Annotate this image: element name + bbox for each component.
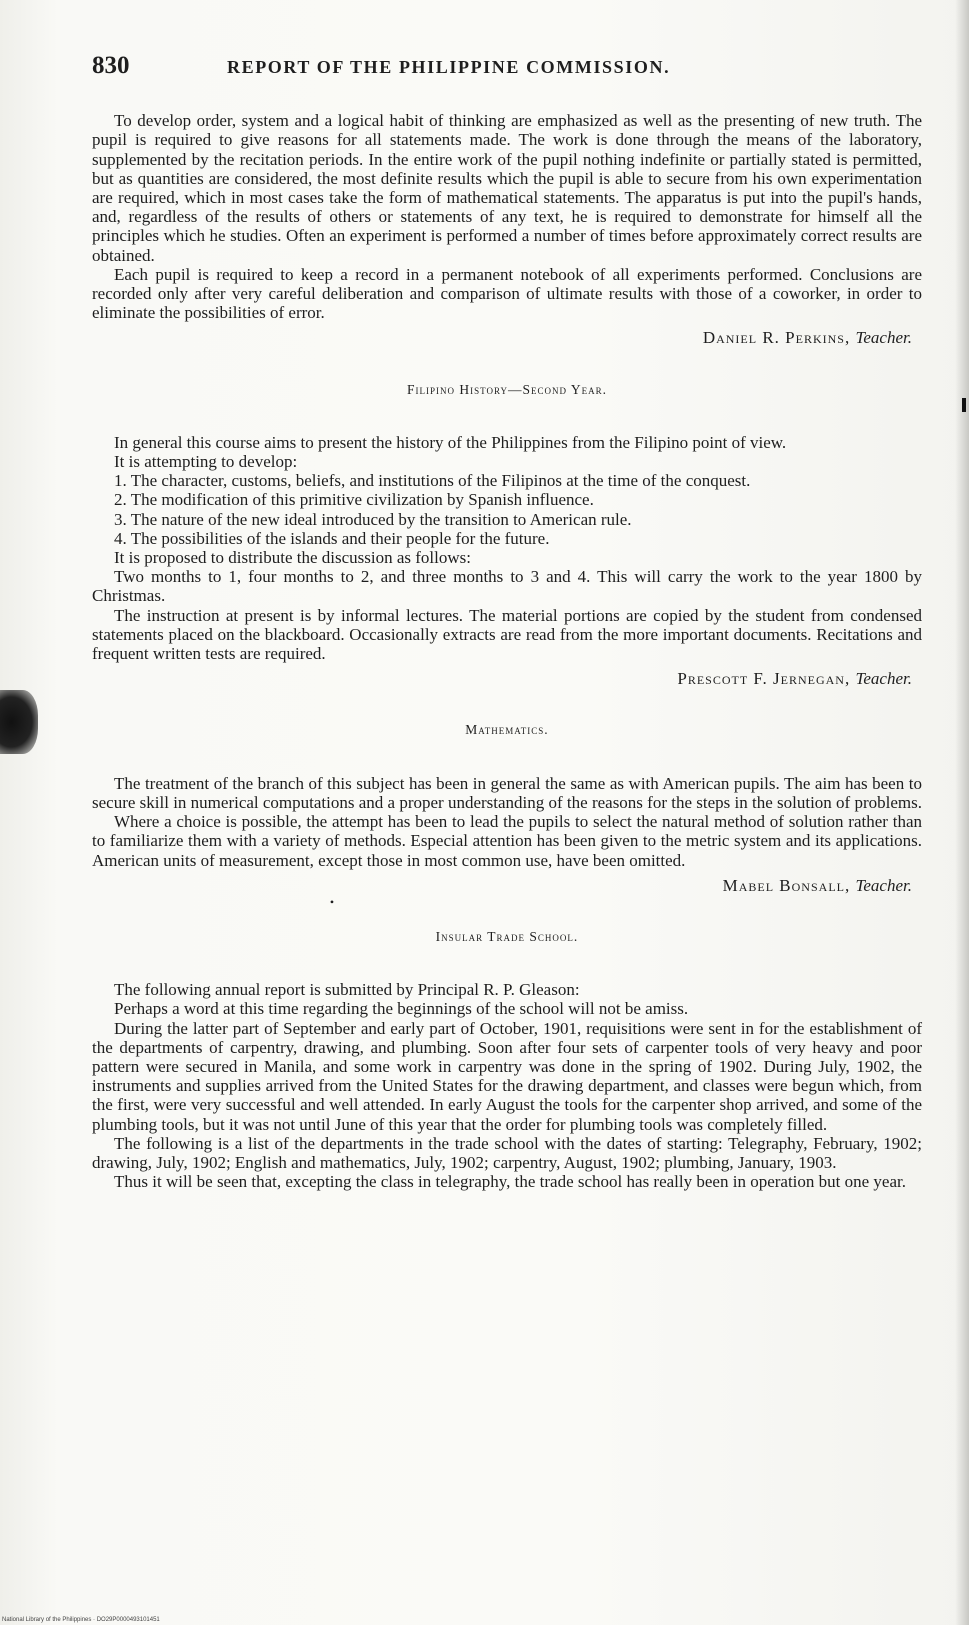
paragraph: The instruction at present is by informal lectures. The material portions are copied by the student from condensed statements placed on the blackboard. Occasionally extracts are read from the more important documents. Recitations and frequent written tests are required. — [92, 605, 922, 664]
page-number: 830 — [92, 52, 130, 79]
paragraph: The treatment of the branch of this subject has been in general the same as with American pupils. The aim has been to secure skill in numerical computations and a proper understanding of the reasons for the steps in the solution of problems. — [92, 773, 922, 812]
paragraph: Perhaps a word at this time regarding the beginnings of the school will not be amiss. — [114, 999, 689, 1019]
paragraph: It is attempting to develop: — [114, 452, 298, 472]
ink-blot — [0, 690, 38, 754]
page-edge-shadow — [955, 0, 969, 1625]
running-title: REPORT OF THE PHILIPPINE COMMISSION. — [227, 57, 671, 77]
signature-bonsall — [92, 876, 922, 895]
list-item: 2. The modification of this primitive civilization by Spanish influence. — [114, 490, 594, 510]
page-header — [92, 52, 922, 79]
section-title-trade-school: Insular Trade School. — [435, 928, 579, 944]
section-title-mathematics: Mathematics. — [465, 722, 549, 738]
paragraph: In general this course aims to present the history of the Philippines from the Filipino point of view. — [114, 432, 787, 452]
list-item: 3. The nature of the new ideal introduced by the transition to American rule. — [114, 509, 632, 529]
list-item: 1. The character, customs, beliefs, and institutions of the Filipinos at the time of the conquest. — [114, 471, 751, 491]
paragraph: During the latter part of September and early part of October, 1901, requisitions were sent in for the establishment of the departments of carpentry, drawing, and plumbing. Soon after four sets of carpenter tools of very heavy and poor pattern were secured in Manila, and some work in carpentry was done in the spring of 1902. During July, 1902, the instruments and supplies arrived from the United States for the drawing department, and classes were begun which, from the first, were very successful and well attended. In early August the tools for the carpenter shop arrived, and some of the plumbing tools, but it was not until June of this year that the order for plumbing tools was completely filled. — [92, 1018, 922, 1134]
paragraph: The following is a list of the departments in the trade school with the dates of starting: Telegraphy, February, 1902; drawing, July, 1902; English and mathematics, July, 1902; carpentry, August, 1902; plumbing, January, 1903. — [92, 1133, 922, 1172]
signature-role: Teacher. — [855, 875, 912, 895]
signature-perkins — [92, 328, 922, 347]
signature-name: Prescott F. Jernegan, — [677, 669, 851, 689]
paragraph: Thus it will be seen that, excepting the class in telegraphy, the trade school has really been in operation but one year. — [114, 1172, 906, 1192]
paragraph: Where a choice is possible, the attempt has been to lead the pupils to select the natural method of solution rather than to familiarize them with a variety of methods. Especial attention has been given to the metric system and its applications. American units of measurement, except those in most common use, have been omitted. — [92, 812, 922, 870]
list-item: 4. The possibilities of the islands and their people for the future. — [114, 528, 550, 548]
history-section — [92, 433, 922, 689]
section-title-history: Filipino History—Second Year. — [407, 381, 607, 397]
signature-role: Teacher. — [855, 669, 912, 689]
paragraph: Each pupil is required to keep a record in a permanent notebook of all experiments performed. Conclusions are recorded only after very careful deliberation and comparison of ultimate results with those of a coworker, in order to eliminate the possibilities of error. — [92, 264, 922, 323]
page-content — [92, 52, 922, 1192]
physics-section — [92, 111, 922, 347]
signature-role: Teacher. — [855, 328, 912, 348]
scan-footer: National Library of the Philippines · DO29P0000493101451 — [2, 1617, 160, 1623]
paragraph: The following annual report is submitted by Principal R. P. Gleason: — [114, 980, 580, 1000]
paragraph: To develop order, system and a logical habit of thinking are emphasized as well as the presenting of new truth. The pupil is required to give reasons for all statements made. The work is done through the means of the laboratory, supplemented by the recitation periods. In the entire work of the pupil nothing indefinite or partially stated is permitted, but as quantities are considered, the most definite results which the pupil is able to secure from his own experimentation are required, which in most cases take the form of mathematical statements. The apparatus is put into the pupil's hands, and, regardless of the results of others or statements of any text, he is required to demonstrate for himself all the principles which he studies. Often an experiment is performed a number of times before approximately correct results are obtained. — [92, 111, 922, 265]
mathematics-section: The treatment of the branch of this subject has been in general the same as with American pupils. The aim has been to secure skill in numerical computations and a proper understanding of the reasons for the steps in the solution of problems. Where a choice is possible, the attempt has been to lead the pupils to select the natural method of solution rather than to familiarize them with a variety of methods. Especial attention has been given to the metric system and its applications. American units of measurement, except those in most common use, have been omitted. Mabel Bonsall, Teacher. • — [92, 773, 922, 909]
signature-name: Mabel Bonsall, — [722, 875, 851, 895]
margin-mark — [962, 398, 966, 412]
paragraph: It is proposed to distribute the discussion as follows: — [114, 548, 471, 568]
trade-school-section — [92, 980, 922, 1191]
signature-jernegan — [92, 669, 922, 688]
signature-name: Daniel R. Perkins, — [702, 328, 851, 348]
paragraph: Two months to 1, four months to 2, and three months to 3 and 4. This will carry the work to the year 1800 by Christmas. — [92, 567, 922, 606]
